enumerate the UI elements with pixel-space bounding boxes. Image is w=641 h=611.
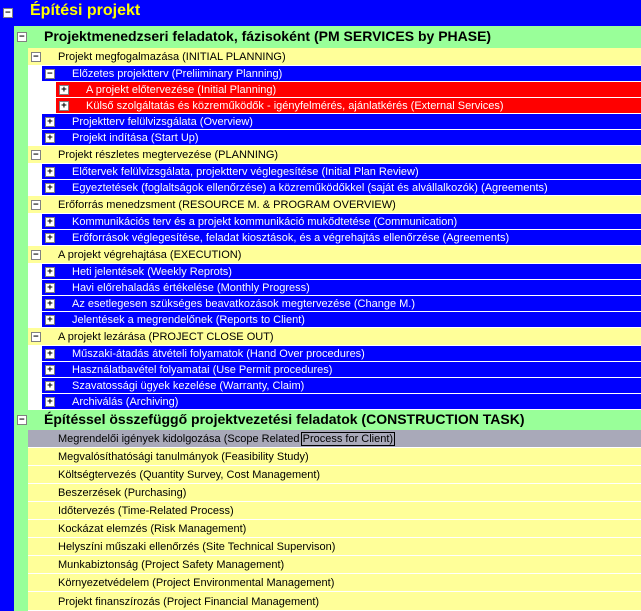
outline-row-level-3[interactable] bbox=[0, 362, 641, 378]
outline-row-level-3[interactable] bbox=[0, 214, 641, 230]
outline-row-level-2[interactable] bbox=[0, 484, 641, 502]
topic-label: Beszerzések (Purchasing) bbox=[58, 487, 187, 499]
outline-row-level-3[interactable] bbox=[0, 230, 641, 246]
outline-row-level-3[interactable] bbox=[0, 394, 641, 410]
inline-edit-box[interactable]: Process for Client) bbox=[302, 433, 394, 445]
topic-label: Megvalósíthatósági tanulmányok (Feasibility Study) bbox=[58, 451, 309, 463]
topic-label: Időtervezés (Time-Related Process) bbox=[58, 505, 234, 517]
topic-label: Projekt megfogalmazása (INITIAL PLANNING) bbox=[58, 51, 286, 63]
topic-label: Kommunikációs terv és a projekt kommunikáció mukődtetése (Communication) bbox=[72, 216, 458, 228]
expand-icon[interactable]: + bbox=[45, 381, 55, 391]
expand-icon[interactable]: + bbox=[45, 133, 55, 143]
outline-row-level-2[interactable] bbox=[0, 574, 641, 592]
topic-label bbox=[55, 432, 395, 446]
expand-icon[interactable]: + bbox=[59, 85, 69, 95]
topic-label: Helyszíni műszaki ellenőrzés (Site Technical Supervison) bbox=[58, 541, 336, 553]
outline-row-level-3[interactable] bbox=[0, 264, 641, 280]
topic-label: A projekt előtervezése (Initial Planning) bbox=[86, 84, 277, 96]
expand-icon[interactable]: + bbox=[45, 283, 55, 293]
topic-label: Havi előrehaladás értékelése (Monthly Progress) bbox=[72, 282, 310, 294]
collapse-icon[interactable]: − bbox=[17, 415, 27, 425]
outline-row-level-2[interactable] bbox=[0, 430, 641, 448]
outline-row-level-2[interactable] bbox=[0, 520, 641, 538]
outline-row-level-2[interactable] bbox=[0, 556, 641, 574]
outline-row-level-2[interactable] bbox=[0, 466, 641, 484]
topic-label: Egyeztetések (foglaltságok ellenőrzése) a közreműködőkkel (saját és alvállalkozók) (Agreements) bbox=[72, 182, 548, 194]
topic-label: Használatbavétel folyamatai (Use Permit procedures) bbox=[72, 364, 333, 376]
topic-label: Költségtervezés (Quantity Survey, Cost Management) bbox=[58, 469, 321, 481]
topic-label: Erőforrás menedzsment (RESOURCE M. & PROGRAM OVERVIEW) bbox=[58, 199, 396, 211]
topic-label: Az esetlegesen szükséges beavatkozások megtervezése (Change M.) bbox=[72, 298, 416, 310]
expand-icon[interactable]: + bbox=[45, 117, 55, 127]
topic-label: Munkabiztonság (Project Safety Management) bbox=[58, 559, 285, 571]
outline-row-level-1[interactable] bbox=[0, 410, 641, 430]
outline-row-level-2[interactable] bbox=[0, 538, 641, 556]
topic-label: Projekt indítása (Start Up) bbox=[72, 132, 199, 144]
collapse-icon[interactable]: − bbox=[31, 250, 41, 260]
topic-label: Szavatossági ügyek kezelése (Warranty, Claim) bbox=[72, 380, 305, 392]
outline-row-level-1[interactable] bbox=[0, 26, 641, 48]
outline-row-level-2[interactable] bbox=[0, 196, 641, 214]
expand-icon[interactable]: + bbox=[45, 267, 55, 277]
outline-row-level-2[interactable] bbox=[0, 246, 641, 264]
outline-row-level-4[interactable] bbox=[0, 98, 641, 114]
outline-row-level-2[interactable] bbox=[0, 48, 641, 66]
outline-row-level-4[interactable] bbox=[0, 82, 641, 98]
outline-row-level-3[interactable] bbox=[0, 312, 641, 328]
outline-row-level-3[interactable] bbox=[0, 130, 641, 146]
outline-row-level-3[interactable] bbox=[0, 114, 641, 130]
topic-label: Építési projekt bbox=[30, 2, 141, 19]
expand-icon[interactable]: + bbox=[45, 233, 55, 243]
topic-label: Előtervek felülvizsgálata, projektterv véglegesítése (Initial Plan Review) bbox=[72, 166, 419, 178]
expand-icon[interactable]: + bbox=[45, 365, 55, 375]
expand-icon[interactable]: + bbox=[45, 299, 55, 309]
outline-row-level-2[interactable] bbox=[0, 592, 641, 611]
expand-icon[interactable]: + bbox=[45, 397, 55, 407]
topic-label: Projekt finanszírozás (Project Financial Management) bbox=[58, 596, 320, 608]
expand-icon[interactable]: + bbox=[59, 101, 69, 111]
topic-label: Archiválás (Archiving) bbox=[72, 396, 179, 408]
outline-row-level-3[interactable] bbox=[0, 180, 641, 196]
topic-label: Külső szolgáltatás és közreműködők - igényfelmérés, ajánlatkérés (External Services) bbox=[86, 100, 504, 112]
topic-label: Kockázat elemzés (Risk Management) bbox=[58, 523, 247, 535]
outline-row-level-2[interactable] bbox=[0, 502, 641, 520]
collapse-icon[interactable]: − bbox=[31, 150, 41, 160]
outline-row-level-3[interactable] bbox=[0, 378, 641, 394]
topic-label: A projekt végrehajtása (EXECUTION) bbox=[58, 249, 242, 261]
expand-icon[interactable]: + bbox=[45, 349, 55, 359]
topic-label: Erőforrások véglegesítése, feladat kiosztások, és a végrehajtás ellenőrzése (Agreements) bbox=[72, 232, 510, 244]
topic-label: Projektterv felülvizsgálata (Overview) bbox=[72, 116, 253, 128]
expand-icon[interactable]: + bbox=[45, 315, 55, 325]
topic-label: Projektmenedzseri feladatok, fázisoként (PM SERVICES by PHASE) bbox=[44, 28, 492, 44]
topic-label: Előzetes projektterv (Preliiminary Planning) bbox=[72, 68, 283, 80]
expand-icon[interactable]: + bbox=[45, 183, 55, 193]
topic-label: Környezetvédelem (Project Environmental Management) bbox=[58, 577, 335, 589]
outline-row-level-3[interactable] bbox=[0, 346, 641, 362]
outline-row-level-3[interactable] bbox=[0, 296, 641, 312]
collapse-icon[interactable]: − bbox=[31, 332, 41, 342]
collapse-icon[interactable]: − bbox=[31, 200, 41, 210]
collapse-icon[interactable]: − bbox=[17, 32, 27, 42]
topic-label: Jelentések a megrendelőnek (Reports to Client) bbox=[72, 314, 305, 326]
expand-icon[interactable]: + bbox=[45, 167, 55, 177]
outline-row-level-2[interactable] bbox=[0, 146, 641, 164]
topic-label: Építéssel összefüggő projektvezetési feladatok (CONSTRUCTION TASK) bbox=[44, 411, 525, 427]
outline-row-level-3[interactable] bbox=[0, 164, 641, 180]
collapse-icon[interactable]: − bbox=[45, 69, 55, 79]
outline-row-level-2[interactable] bbox=[0, 448, 641, 466]
expand-icon[interactable]: + bbox=[45, 217, 55, 227]
topic-label-text: Megrendelői igények kidolgozása (Scope Related bbox=[58, 433, 303, 445]
outline-row-level-0[interactable] bbox=[0, 0, 641, 26]
topic-label: Projekt részletes megtervezése (PLANNING) bbox=[58, 149, 279, 161]
topic-label: Heti jelentések (Weekly Reprots) bbox=[72, 266, 232, 278]
outline-row-level-3[interactable] bbox=[0, 66, 641, 82]
collapse-icon[interactable]: − bbox=[3, 8, 13, 18]
outline-row-level-3[interactable] bbox=[0, 280, 641, 296]
outline-row-level-2[interactable] bbox=[0, 328, 641, 346]
topic-label: A projekt lezárása (PROJECT CLOSE OUT) bbox=[58, 331, 274, 343]
topic-label: Műszaki-átadás átvételi folyamatok (Hand Over procedures) bbox=[72, 348, 365, 360]
collapse-icon[interactable]: − bbox=[31, 52, 41, 62]
